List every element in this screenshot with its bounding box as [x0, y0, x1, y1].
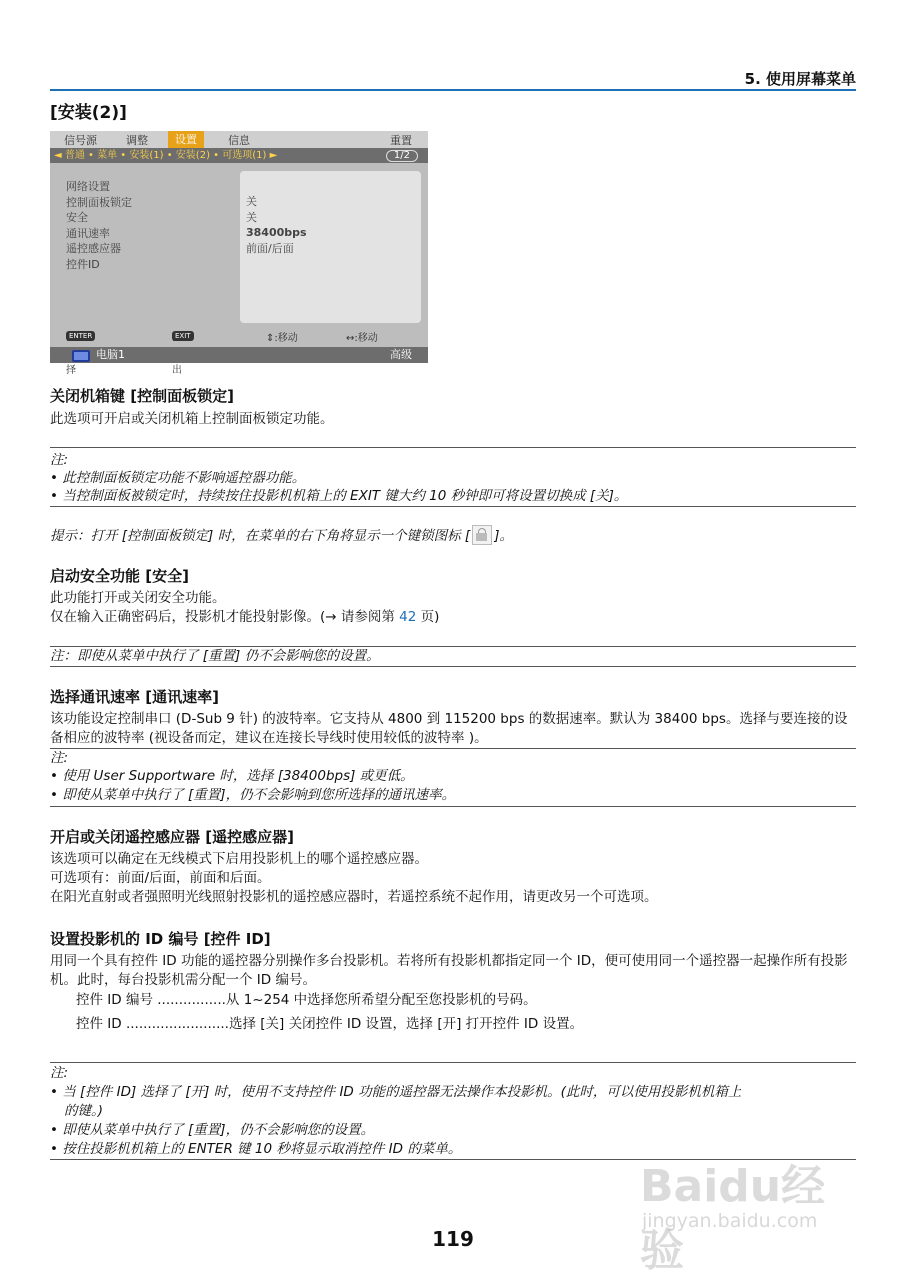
- chapter-title: 5. 使用屏幕菜单: [744, 70, 856, 88]
- control-id-body: 用同一个具有控件 ID 功能的遥控器分别操作多台投影机。若将所有投影机都指定同一个 ID，便可使用同一个遥控器一起操作所有投影机。此时，每台投影机需分配一个 ID 编号。: [50, 953, 848, 988]
- tip-text-end: ]。: [494, 528, 513, 544]
- control-id-note-3: • 按住投影机机箱上的 ENTER 键 10 秒将显示取消控件 ID 的菜单。: [50, 1141, 462, 1157]
- security-note: 注：即使从菜单中执行了 [重置] 仍不会影响您的设置。: [50, 648, 380, 664]
- control-id-item-toggle: 控件 ID ........................选择 [关] 关闭控件 ID 设置，选择 [开] 打开控件 ID 设置。: [76, 1016, 584, 1032]
- baud-note-label: 注:: [50, 750, 69, 766]
- menu-status-bar: [50, 347, 428, 363]
- control-id-note-label: 注:: [50, 1065, 69, 1081]
- lock-icon: [472, 525, 492, 545]
- control-id-note-1: • 当 [控件 ID] 选择了 [开] 时，使用不支持控件 ID 功能的遥控器无法操作本投影机。(此时，可以使用投影机机箱上: [50, 1084, 742, 1100]
- menu-page-indicator: 1/2: [386, 150, 418, 162]
- page-42-link[interactable]: 42: [399, 609, 417, 625]
- help-exit-label: : 出: [172, 333, 182, 376]
- menu-value-remote-sensor: 前面/后面: [246, 241, 294, 255]
- baud-note-2: • 即使从菜单中执行了 [重置]，仍不会影响到您所选择的通讯速率。: [50, 787, 456, 803]
- menu-screenshot: [50, 131, 428, 376]
- rule: [50, 447, 856, 448]
- control-id-heading: 设置投影机的 ID 编号 [控件 ID]: [50, 930, 271, 948]
- status-level: 高级: [390, 348, 412, 361]
- menu-tab-source[interactable]: 信号源: [64, 134, 97, 147]
- security-heading: 启动安全功能 [安全]: [50, 567, 189, 585]
- menu-subnav-items[interactable]: ◄ 普通 • 菜单 • 安装(1) • 安装(2) • 可选项(1) ►: [54, 150, 278, 161]
- menu-item-baud[interactable]: 通讯速率: [66, 226, 110, 240]
- watermark-url: jingyan.baidu.com: [642, 1210, 818, 1232]
- monitor-icon: [72, 350, 90, 362]
- panel-lock-body: 此选项可开启或关闭机箱上控制面板锁定功能。: [50, 411, 334, 427]
- remote-sensor-line-1: 该选项可以确定在无线模式下启用投影机上的哪个遥控感应器。: [50, 851, 428, 867]
- security-line-2-end: 页): [416, 609, 440, 625]
- panel-lock-tip: [50, 525, 856, 545]
- security-line-1: 此功能打开或关闭安全功能。: [50, 590, 226, 606]
- control-id-note-1-cont: 的键。): [64, 1103, 104, 1119]
- help-updown-label: ⇕:移动: [266, 333, 298, 344]
- exit-key-icon: EXIT: [172, 331, 194, 341]
- menu-item-network[interactable]: 网络设置: [66, 180, 110, 193]
- help-leftright-label: ↔:移动: [346, 333, 378, 344]
- menu-item-list: [66, 179, 132, 272]
- menu-item-control-id[interactable]: 控件ID: [66, 257, 100, 271]
- menu-item-remote-sensor[interactable]: 遥控感应器: [66, 242, 121, 255]
- baud-heading: 选择通讯速率 [通讯速率]: [50, 688, 219, 706]
- status-source: 电脑1: [96, 348, 125, 361]
- page-heading: [安装(2)]: [50, 103, 127, 123]
- menu-tab-setup[interactable]: 设置: [168, 131, 204, 148]
- rule: [50, 506, 856, 507]
- watermark-logo: Baidu经验: [640, 1161, 826, 1276]
- menu-item-security[interactable]: 安全: [66, 211, 88, 224]
- menu-value-security: 关: [246, 210, 257, 224]
- remote-sensor-heading: 开启或关闭遥控感应器 [遥控感应器]: [50, 828, 294, 846]
- panel-lock-note-2: • 当控制面板被锁定时，持续按住投影机机箱上的 EXIT 键大约 10 秒钟即可将设置切换成 [关]。: [50, 488, 628, 504]
- help-enter-label: : 择: [66, 333, 76, 376]
- security-line-2: [50, 608, 856, 627]
- panel-lock-note-1: • 此控制面板锁定功能不影响遥控器功能。: [50, 470, 306, 486]
- remote-sensor-line-3: 在阳光直射或者强照明光线照射投影机的遥控感应器时，若遥控系统不起作用，请更改另一个可选项。: [50, 889, 658, 905]
- menu-value-panel-lock: 关: [246, 195, 257, 208]
- menu-subnav: [50, 148, 428, 163]
- panel-lock-note-label: 注:: [50, 452, 69, 468]
- remote-sensor-line-2: 可选项有：前面/后面，前面和后面。: [50, 870, 271, 886]
- menu-tab-adjust[interactable]: 调整: [126, 134, 148, 147]
- menu-value-baud: 38400bps: [246, 226, 307, 239]
- security-line-2-text: 仅在输入正确密码后，投影机才能投射影像。(→ 请参阅第: [50, 609, 400, 625]
- control-id-item-number: 控件 ID 编号 ................从 1~254 中选择您所希望分配至您投影机的号码。: [76, 992, 537, 1008]
- menu-tab-info[interactable]: 信息: [228, 134, 250, 147]
- enter-key-icon: ENTER: [66, 331, 95, 341]
- rule: [50, 1062, 856, 1063]
- rule: [50, 806, 856, 807]
- baud-note-1: • 使用 User Supportware 时，选择 [38400bps] 或更低。: [50, 768, 414, 784]
- page-number: 119: [432, 1227, 474, 1251]
- control-id-note-2: • 即使从菜单中执行了 [重置]，仍不会影响您的设置。: [50, 1122, 375, 1138]
- menu-tab-reset[interactable]: 重置: [390, 134, 412, 147]
- baud-body: 该功能设定控制串口 (D-Sub 9 针) 的波特率。它支持从 4800 到 115200 bps 的数据速率。默认为 38400 bps。选择与要连接的设备相应的波特率 (视设备而定，建议在连接长导线时使用较低的波特率 )。: [50, 711, 848, 746]
- rule: [50, 666, 856, 667]
- tip-text: 提示：打开 [控制面板锁定] 时，在菜单的右下角将显示一个键锁图标 [: [50, 528, 471, 544]
- header-rule: [50, 89, 856, 91]
- menu-item-panel-lock[interactable]: 控制面板锁定: [66, 195, 132, 209]
- menu-tab-bar: [50, 131, 428, 148]
- panel-lock-heading: 关闭机箱键 [控制面板锁定]: [50, 387, 234, 405]
- menu-value-list: [246, 194, 307, 256]
